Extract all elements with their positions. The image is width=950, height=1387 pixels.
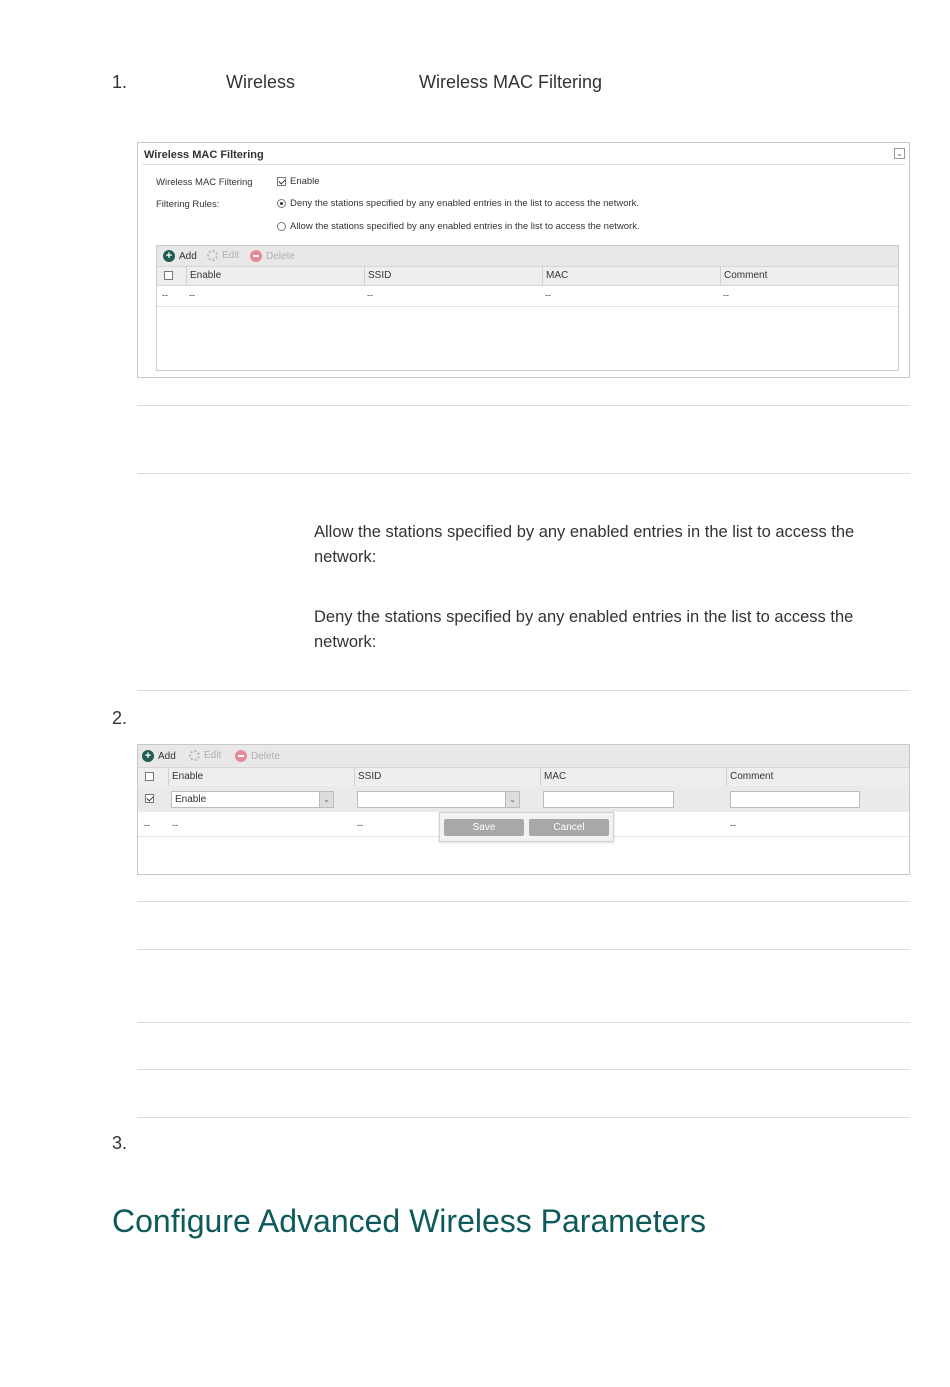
delete-label: Delete	[251, 750, 280, 762]
rule-allow-radio[interactable]	[277, 222, 286, 231]
divider	[137, 1117, 910, 1118]
col-mac[interactable]: MAC	[540, 768, 726, 786]
row-cell: --	[162, 290, 168, 300]
edit-label: Edit	[204, 750, 222, 761]
table-toolbar	[157, 246, 898, 267]
enable-checkbox-label: Enable	[290, 176, 320, 187]
minus-circle-icon	[235, 750, 247, 762]
table-header	[138, 768, 909, 787]
col-comment[interactable]: Comment	[720, 267, 898, 285]
wireless-mac-filtering-panel	[137, 142, 910, 378]
deny-description: Deny the stations specified by any enabled entries in the list to access the network:	[314, 608, 854, 651]
delete-button[interactable]	[235, 750, 280, 762]
section-heading: Configure Advanced Wireless Parameters	[112, 1203, 707, 1239]
col-mac[interactable]: MAC	[542, 267, 720, 285]
row-checkbox[interactable]	[145, 794, 154, 803]
rule-allow-option[interactable]	[277, 221, 640, 232]
edit-button[interactable]	[207, 250, 239, 261]
col-enable[interactable]: Enable	[186, 267, 364, 285]
minus-circle-icon	[250, 250, 262, 262]
chevron-down-icon: ⌄	[505, 792, 519, 807]
rule-allow-label: Allow the stations specified by any enabled entries in the list to access the network.	[290, 221, 640, 232]
add-label: Add	[179, 250, 197, 262]
row-cell: --	[367, 290, 373, 300]
row-cell: --	[189, 290, 195, 300]
nav-wireless-mac-filtering: Wireless MAC Filtering	[419, 72, 603, 92]
filtering-rules-label: Filtering Rules:	[156, 199, 220, 210]
allow-description: Allow the stations specified by any enabled entries in the list to access the network:	[314, 523, 855, 566]
edit-label: Edit	[222, 250, 240, 261]
divider	[137, 473, 910, 474]
save-cancel-popup	[439, 812, 614, 842]
cancel-button[interactable]: Cancel	[529, 819, 609, 836]
table-row	[157, 286, 898, 306]
edit-button[interactable]	[189, 750, 221, 761]
divider	[137, 690, 910, 691]
divider	[137, 1069, 910, 1070]
gear-icon	[189, 750, 200, 761]
select-all-checkbox[interactable]	[164, 271, 173, 280]
rule-deny-radio[interactable]	[277, 199, 286, 208]
step-3-number: 3.	[112, 1133, 128, 1153]
row-divider	[157, 306, 898, 307]
row-cell: --	[172, 820, 178, 830]
select-all-cell	[157, 267, 186, 285]
row-cell: --	[144, 820, 150, 830]
title-divider	[142, 164, 905, 165]
ssid-select[interactable]	[357, 791, 520, 808]
divider	[137, 949, 910, 950]
add-label: Add	[158, 750, 176, 762]
select-all-checkbox[interactable]	[145, 772, 154, 781]
add-button[interactable]	[142, 750, 176, 762]
col-comment[interactable]: Comment	[726, 768, 909, 786]
step-1-number: 1.	[112, 72, 128, 92]
delete-label: Delete	[266, 250, 295, 262]
divider	[137, 405, 910, 406]
divider	[137, 1022, 910, 1023]
enable-checkbox[interactable]	[277, 177, 286, 186]
gear-icon	[207, 250, 218, 261]
row-cell: --	[730, 820, 736, 830]
step-2-number: 2.	[112, 708, 128, 728]
table-toolbar	[138, 745, 909, 768]
divider	[137, 901, 910, 902]
row-cell: --	[723, 290, 729, 300]
save-button[interactable]: Save	[444, 819, 524, 836]
rule-deny-option[interactable]	[277, 198, 639, 209]
mac-filter-table	[156, 245, 899, 371]
mac-filter-edit-table	[137, 744, 910, 875]
row-cell: --	[357, 820, 363, 830]
nav-wireless: Wireless	[226, 72, 296, 92]
enable-option[interactable]	[277, 176, 320, 187]
col-enable[interactable]: Enable	[168, 768, 354, 786]
col-ssid[interactable]: SSID	[354, 768, 540, 786]
comment-input[interactable]	[730, 791, 860, 808]
rule-deny-label: Deny the stations specified by any enabled entries in the list to access the network.	[290, 198, 640, 209]
edit-row	[138, 786, 909, 812]
col-ssid[interactable]: SSID	[364, 267, 542, 285]
mac-input[interactable]	[543, 791, 674, 808]
panel-title: Wireless MAC Filtering	[144, 149, 264, 161]
select-all-cell	[138, 768, 168, 786]
enable-select-value: Enable	[175, 794, 207, 805]
mac-filtering-label: Wireless MAC Filtering	[156, 177, 253, 188]
plus-icon: +	[163, 250, 175, 262]
delete-button[interactable]	[250, 250, 295, 262]
enable-select[interactable]	[171, 791, 334, 808]
collapse-icon[interactable]: ⌄	[894, 148, 905, 159]
table-header	[157, 267, 898, 286]
add-button[interactable]	[163, 250, 197, 262]
row-cell: --	[545, 290, 551, 300]
plus-icon: +	[142, 750, 154, 762]
chevron-down-icon: ⌄	[319, 792, 333, 807]
